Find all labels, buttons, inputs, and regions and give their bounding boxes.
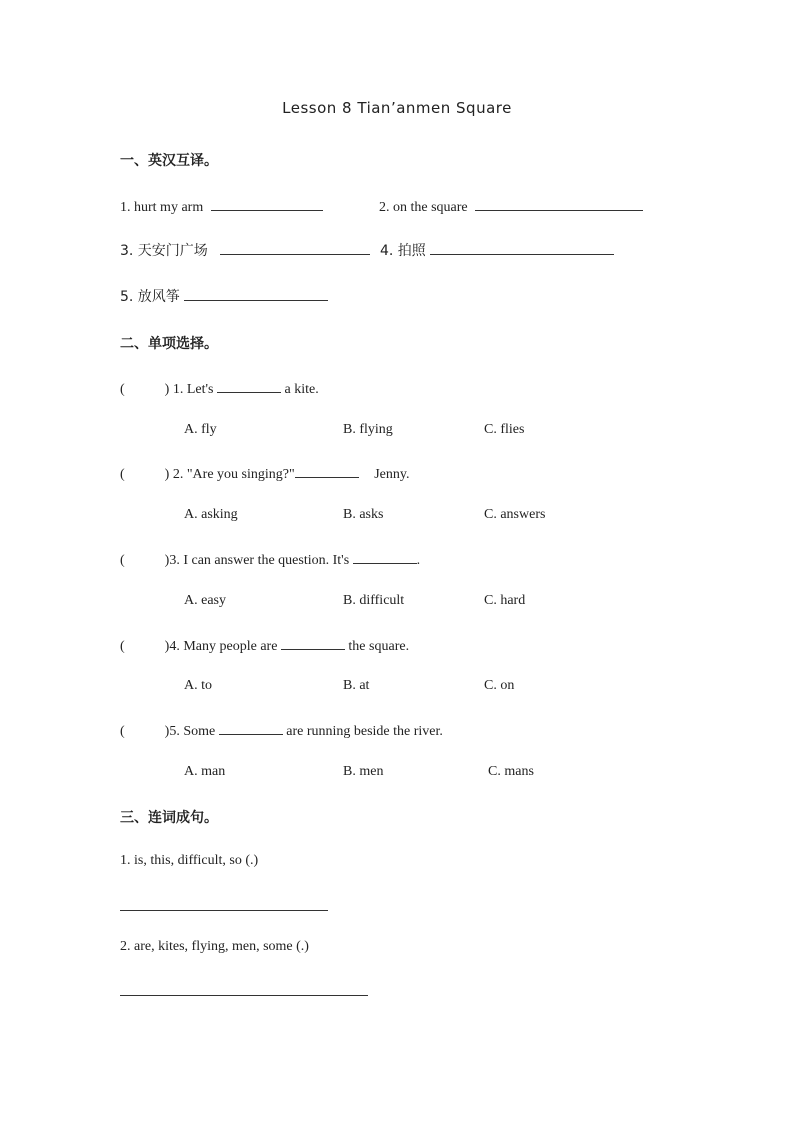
sentence-item-2: 2. are, kites, flying, men, some (.)	[120, 939, 309, 954]
option-c[interactable]: C. hard	[484, 593, 526, 608]
option-c[interactable]: C. on	[484, 678, 515, 693]
paren-close: )	[164, 467, 170, 482]
question-blank	[295, 464, 359, 478]
question-text-before: "Are you singing?"	[186, 467, 295, 482]
translate-item-2	[379, 197, 643, 216]
option-b[interactable]: B. difficult	[343, 593, 405, 608]
question-text-after: are running beside the river.	[286, 724, 443, 739]
option-b[interactable]: B. men	[343, 764, 384, 779]
sentence-answer-line-2[interactable]	[120, 995, 368, 996]
translate-item-1-text: 1. hurt my arm	[120, 200, 204, 215]
option-c[interactable]: C. mans	[488, 764, 534, 779]
paren-open: (	[120, 724, 125, 739]
option-a[interactable]: A. to	[184, 678, 212, 693]
paren-open: (	[120, 553, 125, 568]
paren-open: (	[120, 467, 125, 482]
option-a[interactable]: A. easy	[184, 593, 226, 608]
paren-close: )	[164, 724, 170, 739]
question-blank	[217, 379, 281, 393]
question-blank	[219, 721, 283, 735]
paren-open: (	[120, 639, 125, 654]
option-b[interactable]: B. at	[343, 678, 370, 693]
sentence-item-1: 1. is, this, difficult, so (.)	[120, 853, 259, 868]
translate-item-5-text: 5. 放风筝	[120, 289, 180, 305]
section3-heading: 三、连词成句。	[120, 810, 218, 826]
answer-blank-4[interactable]	[430, 241, 614, 255]
translate-item-4-text: 4. 拍照	[380, 243, 426, 259]
question-number: 5.	[169, 724, 180, 739]
answer-blank-2[interactable]	[475, 197, 643, 211]
option-a[interactable]: A. asking	[184, 507, 238, 522]
question-text-after: a kite.	[284, 382, 319, 397]
page-title: Lesson 8 Tian’anmen Square	[282, 99, 512, 117]
paren-open: (	[120, 382, 125, 397]
mc-question-4	[120, 636, 409, 655]
mc-question-5	[120, 721, 443, 740]
translate-item-1	[120, 197, 323, 216]
translate-item-3-text: 3. 天安门广场	[120, 243, 208, 259]
question-text-after: the square.	[348, 639, 410, 654]
question-text-before: Let's	[186, 382, 214, 397]
translate-item-2-text: 2. on the square	[379, 200, 468, 215]
section2-heading: 二、单项选择。	[120, 336, 218, 352]
mc-question-1	[120, 379, 319, 398]
question-number: 3.	[169, 553, 180, 568]
translate-item-4	[380, 240, 614, 260]
paren-close: )	[164, 553, 170, 568]
question-blank	[353, 550, 417, 564]
question-number: 2.	[172, 467, 184, 482]
sentence-answer-line-1[interactable]	[120, 910, 328, 911]
paren-close: )	[164, 639, 170, 654]
option-c[interactable]: C. answers	[484, 507, 546, 522]
option-b[interactable]: B. flying	[343, 422, 393, 437]
question-number: 4.	[169, 639, 180, 654]
mc-question-2	[120, 464, 409, 483]
question-text-before: Many people are	[183, 639, 278, 654]
question-text-before: Some	[183, 724, 216, 739]
option-c[interactable]: C. flies	[484, 422, 525, 437]
option-a[interactable]: A. fly	[184, 422, 217, 437]
translate-item-3	[120, 240, 370, 260]
answer-blank-5[interactable]	[184, 287, 328, 301]
answer-blank-1[interactable]	[211, 197, 323, 211]
question-text-after: Jenny.	[374, 467, 410, 482]
translate-item-5	[120, 286, 328, 306]
paren-close: )	[164, 382, 170, 397]
mc-question-3	[120, 550, 420, 569]
question-text-before: I can answer the question. It's	[183, 553, 350, 568]
option-b[interactable]: B. asks	[343, 507, 384, 522]
answer-blank-3[interactable]	[220, 241, 370, 255]
question-number: 1.	[172, 382, 184, 397]
question-blank	[281, 636, 345, 650]
question-text-after: .	[416, 553, 421, 568]
section1-heading: 一、英汉互译。	[120, 153, 218, 169]
option-a[interactable]: A. man	[184, 764, 226, 779]
